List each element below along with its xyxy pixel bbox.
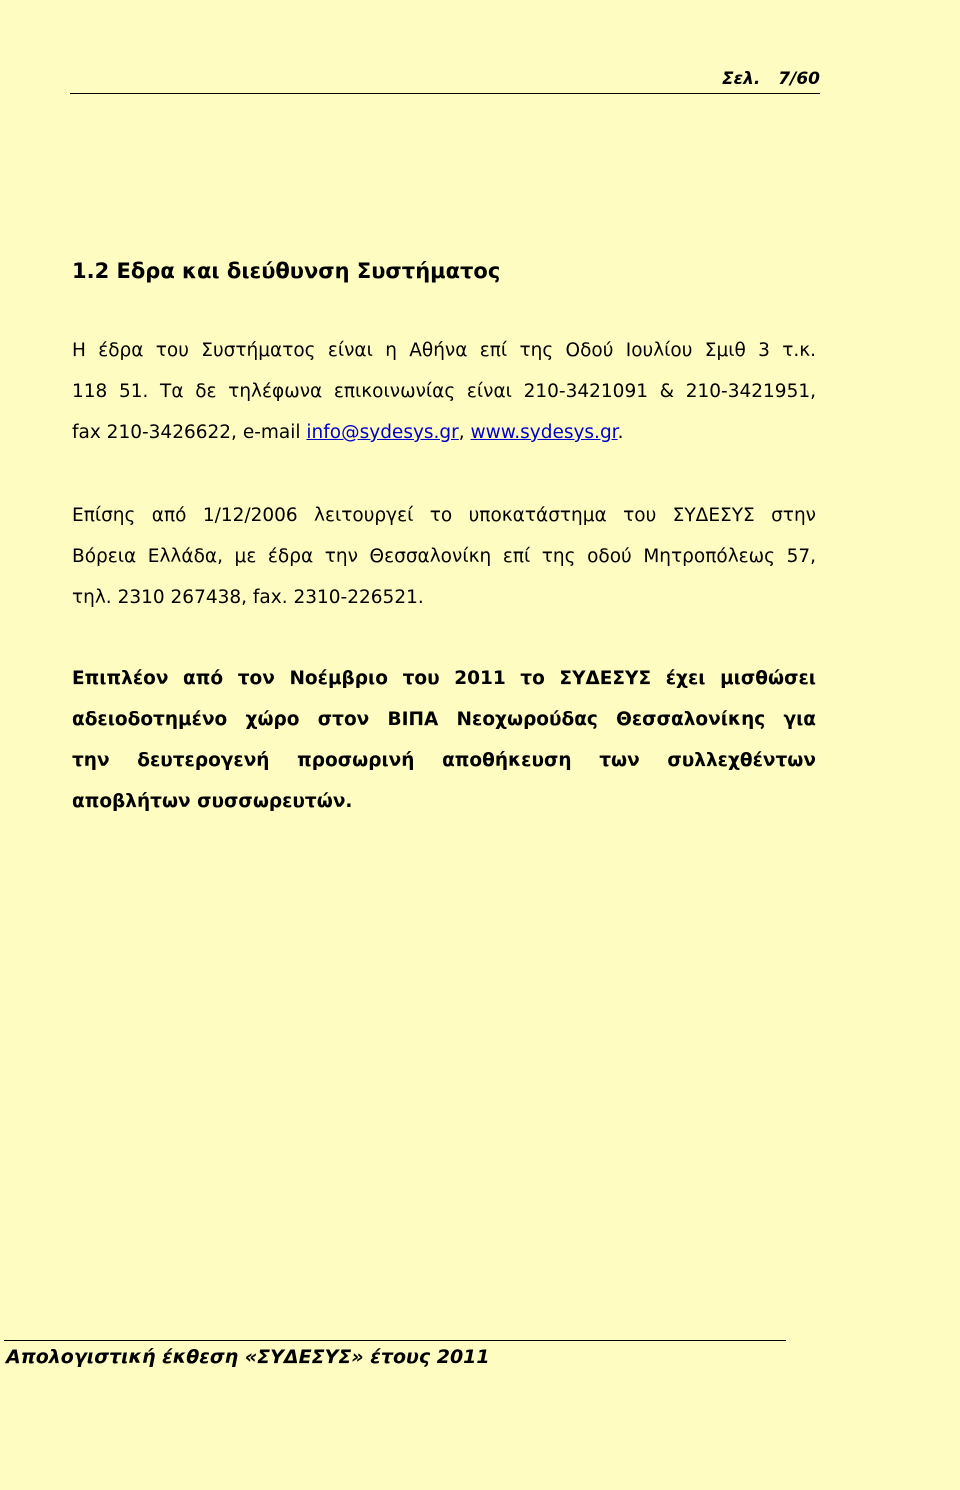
branch-line-3: τηλ. 2310 267438, fax. 2310-226521. xyxy=(72,587,424,608)
branch-paragraph xyxy=(72,495,816,618)
page-label: Σελ. xyxy=(722,69,761,89)
line-end-period: . xyxy=(617,422,624,443)
branch-line-2: Βόρεια Ελλάδα, με έδρα την Θεσσαλονίκη επί της οδού Μητροπόλεως 57, xyxy=(72,546,816,567)
storage-line-2: αδειοδοτημένο χώρο στον ΒΙΠΑ Νεοχωρούδας Θεσσαλονίκης για xyxy=(72,709,816,730)
footer-divider xyxy=(4,1340,786,1341)
footer-text: Απολογιστική έκθεση «ΣΥΔΕΣΥΣ» έτους 2011 xyxy=(6,1346,490,1368)
link-separator: , xyxy=(458,422,471,443)
address-line-3 xyxy=(72,412,816,453)
storage-paragraph xyxy=(72,658,816,822)
address-paragraph xyxy=(72,330,816,453)
storage-line-3: την δευτερογενή προσωρινή αποθήκευση των συλλεχθέντων xyxy=(72,750,816,771)
page-header xyxy=(70,68,820,94)
page-number: 7/60 xyxy=(778,69,820,89)
website-link[interactable]: www.sydesys.gr xyxy=(470,422,618,443)
address-line-1: Η έδρα του Συστήματος είναι η Αθήνα επί της Οδού Ιουλίου Σμιθ 3 τ.κ. xyxy=(72,340,816,361)
fax-email-prefix: fax 210-3426622, e-mail xyxy=(72,422,307,443)
email-link[interactable]: info@sydesys.gr xyxy=(306,422,459,443)
section-heading: 1.2 Εδρα και διεύθυνση Συστήματος xyxy=(72,259,501,283)
branch-line-1: Επίσης από 1/12/2006 λειτουργεί το υποκατάστημα του ΣΥΔΕΣΥΣ στην xyxy=(72,505,816,526)
address-line-2: 118 51. Τα δε τηλέφωνα επικοινωνίας είναι 210-3421091 & 210-3421951, xyxy=(72,381,816,402)
storage-line-1: Επιπλέον από τον Νοέμβριο του 2011 το ΣΥΔΕΣΥΣ έχει μισθώσει xyxy=(72,668,816,689)
storage-line-4: αποβλήτων συσσωρευτών. xyxy=(72,791,353,812)
